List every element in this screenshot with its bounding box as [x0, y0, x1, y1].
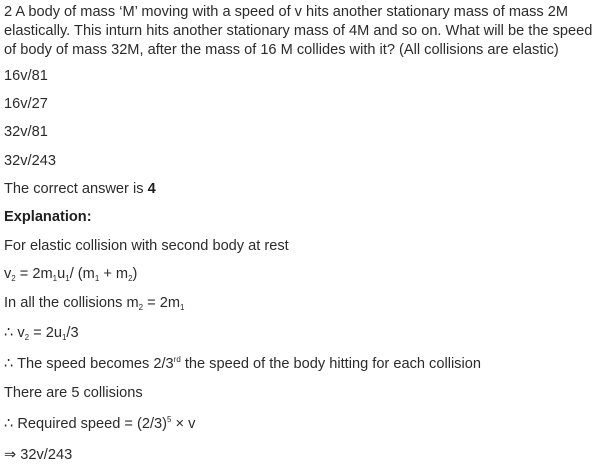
- correct-answer-prefix: The correct answer is: [4, 181, 148, 197]
- formula-denominator-open: / (m: [69, 266, 95, 282]
- speed-suffix: the speed of the body hitting for each collision: [180, 356, 481, 372]
- question-text: [4, 3, 593, 60]
- formula-plus: + m: [99, 266, 129, 282]
- therefore-sub: 2: [24, 333, 30, 342]
- formula-u: u: [57, 266, 66, 282]
- question-body: A body of mass ‘M’ moving with a speed of v hits another stationary mass of mass 2M elastically. This inturn hits another stationary mass of 4M and so on. What will be the speed of body of mass 32M, after the mass of 16 M collides with it? (All collisions are elastic): [4, 4, 593, 58]
- explanation-heading: [4, 208, 92, 226]
- formula-eq: = 2m: [15, 266, 53, 282]
- explanation-intro: For elastic collision with second body at rest: [4, 238, 289, 254]
- formula-sub: 2: [11, 274, 16, 283]
- formula-sub: 1: [52, 274, 58, 283]
- option-4: 32v/243: [4, 153, 56, 169]
- therefore-sub: 1: [61, 333, 67, 342]
- collisions-sub: 1: [180, 303, 185, 312]
- required-speed-line: [4, 415, 195, 433]
- option-2: 16v/27: [4, 96, 48, 112]
- therefore-mid: = 2u: [29, 325, 62, 341]
- therefore-suffix: /3: [66, 325, 79, 341]
- collision-count-line: There are 5 collisions: [4, 385, 143, 401]
- formula-sub: 1: [94, 274, 100, 283]
- final-answer-line: ⇒ 32v/243: [4, 447, 73, 463]
- formula-v: v: [4, 266, 12, 282]
- formula-sub: 1: [65, 274, 70, 283]
- collisions-text: In all the collisions m: [4, 295, 139, 311]
- collisions-mid: = 2m: [143, 295, 181, 311]
- required-prefix: ∴ Required speed = (2/3): [4, 416, 168, 432]
- formula-sub: 2: [128, 274, 133, 283]
- option-1: 16v/81: [4, 68, 48, 84]
- correct-answer-value: 4: [147, 181, 156, 197]
- question-number: 2: [4, 4, 13, 20]
- therefore-velocity-line: [4, 324, 79, 342]
- speed-prefix: ∴ The speed becomes 2/3: [4, 356, 174, 372]
- required-suffix: × v: [171, 416, 196, 432]
- option-3: 32v/81: [4, 124, 48, 140]
- formula-velocity: [4, 265, 137, 283]
- speed-sup: rd: [173, 355, 181, 364]
- therefore-prefix: ∴ v: [4, 325, 25, 341]
- formula-close: ): [132, 266, 138, 282]
- speed-ratio-line: [4, 355, 481, 373]
- collisions-sub: 2: [138, 303, 144, 312]
- required-sup: 5: [167, 415, 172, 424]
- explanation-heading-text: Explanation:: [4, 209, 92, 225]
- correct-answer-line: [4, 180, 156, 198]
- collisions-mass-line: [4, 294, 184, 312]
